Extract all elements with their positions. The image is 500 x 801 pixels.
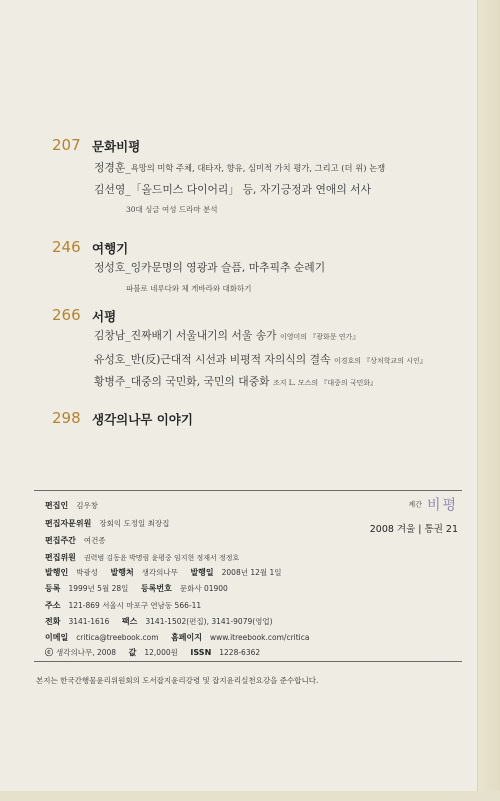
entry-book: 이영미의 『광화문 연가』 <box>280 333 360 341</box>
row-label: 발행처 <box>110 568 134 577</box>
copyright-symbol: ⓒ <box>45 648 53 657</box>
colophon-row <box>45 552 239 563</box>
ethics-notice: 본지는 한국간행물윤리위원회의 도서잡지윤리강령 및 잡지윤리실천요강을 준수합니다. <box>36 676 319 685</box>
toc-entry[interactable] <box>94 260 325 275</box>
colophon-row <box>45 567 282 578</box>
row-value: 장회익 도정일 최장집 <box>99 519 170 528</box>
toc-entry[interactable] <box>94 352 427 367</box>
row-value: 박광성 <box>76 568 98 577</box>
row-label: 편집위원 <box>45 553 76 562</box>
row-label: 발행인 <box>45 568 69 577</box>
row-value: 생각의나무, 2008 <box>56 648 117 657</box>
entry-author: 김선영_ <box>94 183 131 196</box>
colophon-row <box>45 518 169 529</box>
toc-entry[interactable] <box>94 374 377 389</box>
row-label: 편집인 <box>45 501 69 510</box>
page-edge-bottom <box>0 791 500 801</box>
colophon-row <box>45 600 201 611</box>
row-value: 김우창 <box>76 501 98 510</box>
row-value: 3141-1616 <box>68 617 110 626</box>
entry-title: 대중의 국민화, 국민의 대중화 <box>130 375 270 388</box>
entry-book: 조지 L. 모스의 『대중의 국민화』 <box>273 379 378 387</box>
row-value: 문화사 01900 <box>179 584 228 593</box>
entry-subtitle: 30대 싱글 여성 드라마 분석 <box>126 205 218 214</box>
row-label: 발행일 <box>190 568 214 577</box>
entry-author: 정성호_ <box>94 261 131 274</box>
section-title: 서평 <box>92 309 117 324</box>
colophon-row <box>45 500 98 511</box>
row-value: 여건종 <box>83 536 106 545</box>
section-page-number: 266 <box>52 306 81 324</box>
entry-title: 욕망의 미학 주체, 대타자, 향유, 심미적 가치 평가, 그리고 (더 위) 논쟁 <box>130 163 386 173</box>
row-value: 1228-6362 <box>219 648 261 657</box>
entry-title: 「올드미스 다이어리」 등, 자기긍정과 연애의 서사 <box>130 183 372 196</box>
section-page-number: 246 <box>52 238 81 256</box>
row-label: 값 <box>128 648 137 657</box>
entry-book: 이경호의 『상처학교의 시인』 <box>333 357 427 365</box>
entry-author: 정경훈_ <box>94 161 131 174</box>
row-value: 생각의나무 <box>141 568 178 577</box>
colophon-row <box>45 583 228 594</box>
brand-quarterly-label: 계간 <box>408 500 422 509</box>
row-label: 등록번호 <box>140 584 172 593</box>
section-page-number: 298 <box>52 409 81 427</box>
section-title: 문화비평 <box>92 139 141 154</box>
brand-logo-text: 비평 <box>426 497 458 514</box>
homepage-link[interactable]: www.itreebook.com/critica <box>209 633 310 642</box>
row-value: 121-869 서울시 마포구 연남동 566-11 <box>68 601 202 610</box>
toc-entry[interactable] <box>94 328 359 343</box>
row-label: 편집주간 <box>45 536 76 545</box>
row-label: 전화 <box>45 617 61 626</box>
colophon-row <box>45 647 260 658</box>
colophon-row <box>45 616 273 627</box>
row-value: 3141-1502(편집), 3141-9079(영업) <box>145 617 273 626</box>
entry-author: 유성호_ <box>94 353 131 366</box>
row-value: 권력범 김동윤 박명림 윤평중 임지현 정재서 정정호 <box>83 554 240 562</box>
entry-title: 반(反)근대적 시선과 비평적 자의식의 결속 <box>130 353 331 366</box>
row-value: 12,000원 <box>144 648 178 657</box>
row-label: 이메일 <box>45 633 69 642</box>
email-link[interactable]: critica@treebook.com <box>76 633 159 642</box>
entry-author: 김창남_ <box>94 329 131 342</box>
row-label: 홈페이지 <box>171 633 202 642</box>
row-label: 등록 <box>45 584 61 593</box>
row-label: 팩스 <box>121 617 138 626</box>
issue-info: 2008 겨울 | 통권 21 <box>369 524 458 535</box>
row-label: ISSN <box>190 648 212 657</box>
section-title: 여행기 <box>92 241 129 256</box>
toc-entry[interactable] <box>94 160 385 175</box>
entry-subtitle: 파블로 네루다와 체 게바라와 대화하기 <box>126 284 252 293</box>
row-label: 편집자문위원 <box>45 519 92 528</box>
row-label: 주소 <box>45 601 61 610</box>
section-title: 생각의나무 이야기 <box>92 412 193 427</box>
journal-brand <box>360 494 458 515</box>
entry-author: 황병주_ <box>94 375 131 388</box>
section-page-number: 207 <box>52 136 81 154</box>
entry-title: 잉카문명의 영광과 슬픔, 마추픽추 순례기 <box>130 261 326 274</box>
colophon-row <box>45 535 106 546</box>
page-edge-right <box>477 0 500 801</box>
colophon-row <box>45 632 309 643</box>
toc-entry[interactable] <box>94 182 371 197</box>
entry-title: 진짜배기 서울내기의 서울 송가 <box>130 329 277 342</box>
row-value: 2008년 12월 1일 <box>221 568 282 577</box>
row-value: 1999년 5월 28일 <box>68 584 129 593</box>
